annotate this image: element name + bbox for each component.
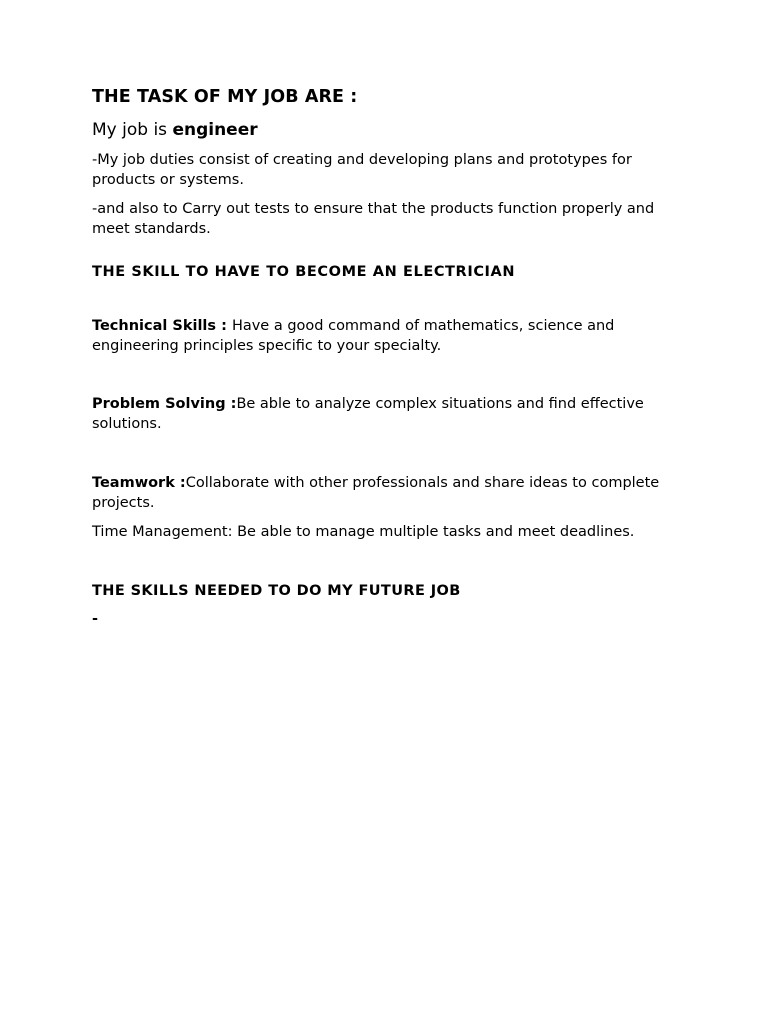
skill-label: Problem Solving :	[92, 396, 237, 412]
skill-label: Technical Skills :	[92, 318, 232, 334]
future-skills-heading: THE SKILLS NEEDED TO DO MY FUTURE JOB	[92, 583, 461, 599]
job-title: engineer	[172, 120, 258, 140]
skill-text: Be able to analyze complex situations and find effective solutions.	[92, 396, 644, 432]
skill-label: Teamwork :	[92, 475, 186, 491]
job-prefix: My job is	[92, 120, 173, 140]
job-line	[92, 119, 676, 141]
main-heading: THE TASK OF MY JOB ARE :	[92, 87, 358, 107]
skill-problem-solving	[92, 394, 676, 434]
skill-text: Collaborate with other professionals and share ideas to complete projects.	[92, 475, 660, 511]
duty-paragraph-2: -and also to Carry out tests to ensure that the products function properly and meet standards.	[92, 201, 655, 237]
skills-heading: THE SKILL TO HAVE TO BECOME AN ELECTRICIAN	[92, 264, 516, 280]
duty-paragraph-1: -My job duties consist of creating and developing plans and prototypes for products or systems.	[92, 152, 632, 188]
skill-text: Have a good command of mathematics, science and engineering principles specific to your specialty.	[92, 318, 615, 354]
future-skill-item: -	[92, 611, 99, 627]
skill-technical	[92, 316, 676, 356]
skill-time-management: Time Management: Be able to manage multiple tasks and meet deadlines.	[92, 524, 635, 540]
skill-teamwork	[92, 473, 676, 513]
